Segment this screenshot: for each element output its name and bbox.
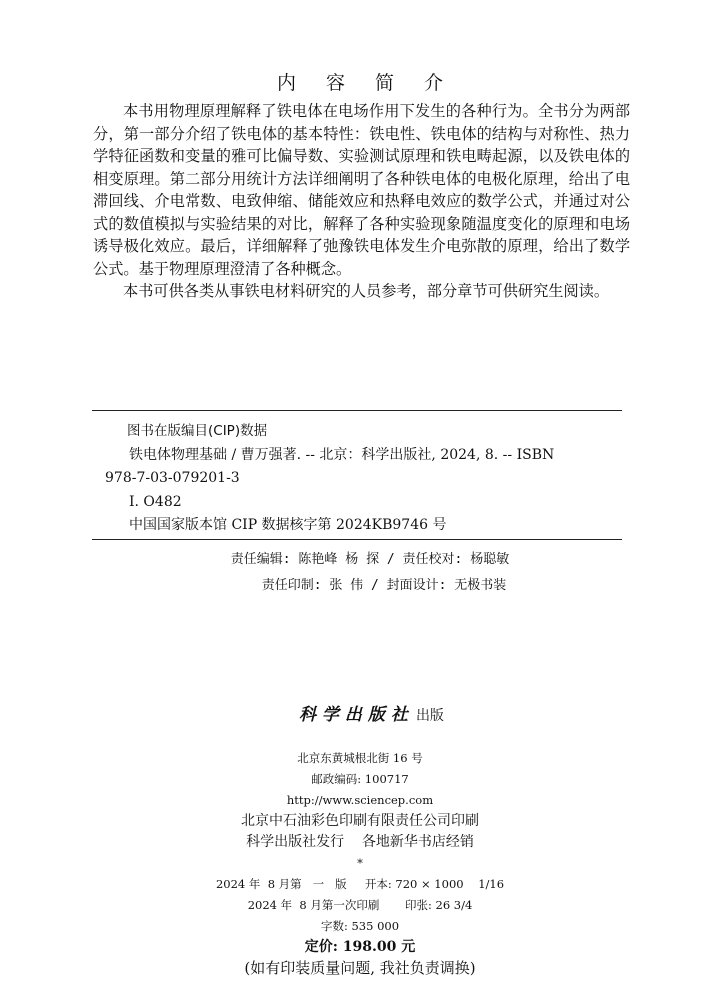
price: 定价: 198.00 元 [304,939,416,955]
cip-isbn-line: 978-7-03-079201-3 [105,470,240,486]
cip-bottom-rule [92,539,622,540]
publisher-block [0,684,720,979]
intro-paragraph-2: 本书可供各类从事铁电材料研究的人员参考，部分章节可供研究生阅读。 [123,282,609,300]
cip-classification: Ⅰ. O482 [129,493,182,510]
distribution-line: 科学出版社发行 各地新华书店经销 [246,834,474,850]
book-introduction [93,100,630,303]
printing-line: 2024 年 8 月第一次印刷 印张: 26 3/4 [247,898,473,912]
printer-line: 北京中石油彩色印刷有限责任公司印刷 [241,813,479,829]
publisher-url: http://www.sciencep.com [286,793,434,807]
cip-bibliographic-line: 铁电体物理基础 / 曹万强著. -- 北京：科学出版社, 2024, 8. -- ISBN [129,446,555,463]
separator-star: * [357,856,363,870]
editor-credits: 责任编辑: 陈艳峰 杨 探 / 责任校对: 杨聪敏 [230,552,510,567]
cip-record-number: 中国国家版本馆 CIP 数据核字第 2024KB9746 号 [129,517,447,533]
production-credits: 责任印制: 张 伟 / 封面设计: 无极书装 [261,578,507,593]
quality-note: (如有印装质量问题, 我社负责调换) [244,959,476,977]
edition-line: 2024 年 8 月第 一 版 开本: 720 × 1000 1/16 [215,877,505,891]
cip-heading: 图书在版编目(CIP)数据 [127,423,268,439]
publisher-logo-name: 科学出版社 [298,705,414,725]
cip-data-block [105,420,630,538]
publisher-postcode: 邮政编码: 100717 [311,772,409,786]
word-count: 字数: 535 000 [320,919,400,933]
cip-top-rule [92,410,622,411]
page-title: 内 容 简 介 [276,72,456,94]
publisher-suffix: 出版 [415,708,444,724]
intro-paragraph-1: 本书用物理原理解释了铁电体在电场作用下发生的各种行为。全书分为两部分，第一部分介绍了铁电体的基本特性：铁电性、铁电体的结构与对称性、热力学特征函数和变量的雅可比偏导数、实验测试原理和铁电畴起源，以及铁电体的相变原理。第二部分用统计方法详细阐明了各种铁电体的电极化原理，给出了电滞回线、介电常数、电致伸缩、储能效应和热释电效应的数学公式，并通过对公式的数值模拟与实验结果的对比，解释了各种实验现象随温度变化的原理和电场诱导极化效应。最后，详细解释了弛豫铁电体发生介电弥散的原理，给出了数学公式。基于物理原理澄清了各种概念。 [93,102,630,278]
publisher-address: 北京东黄城根北街 16 号 [297,751,423,765]
